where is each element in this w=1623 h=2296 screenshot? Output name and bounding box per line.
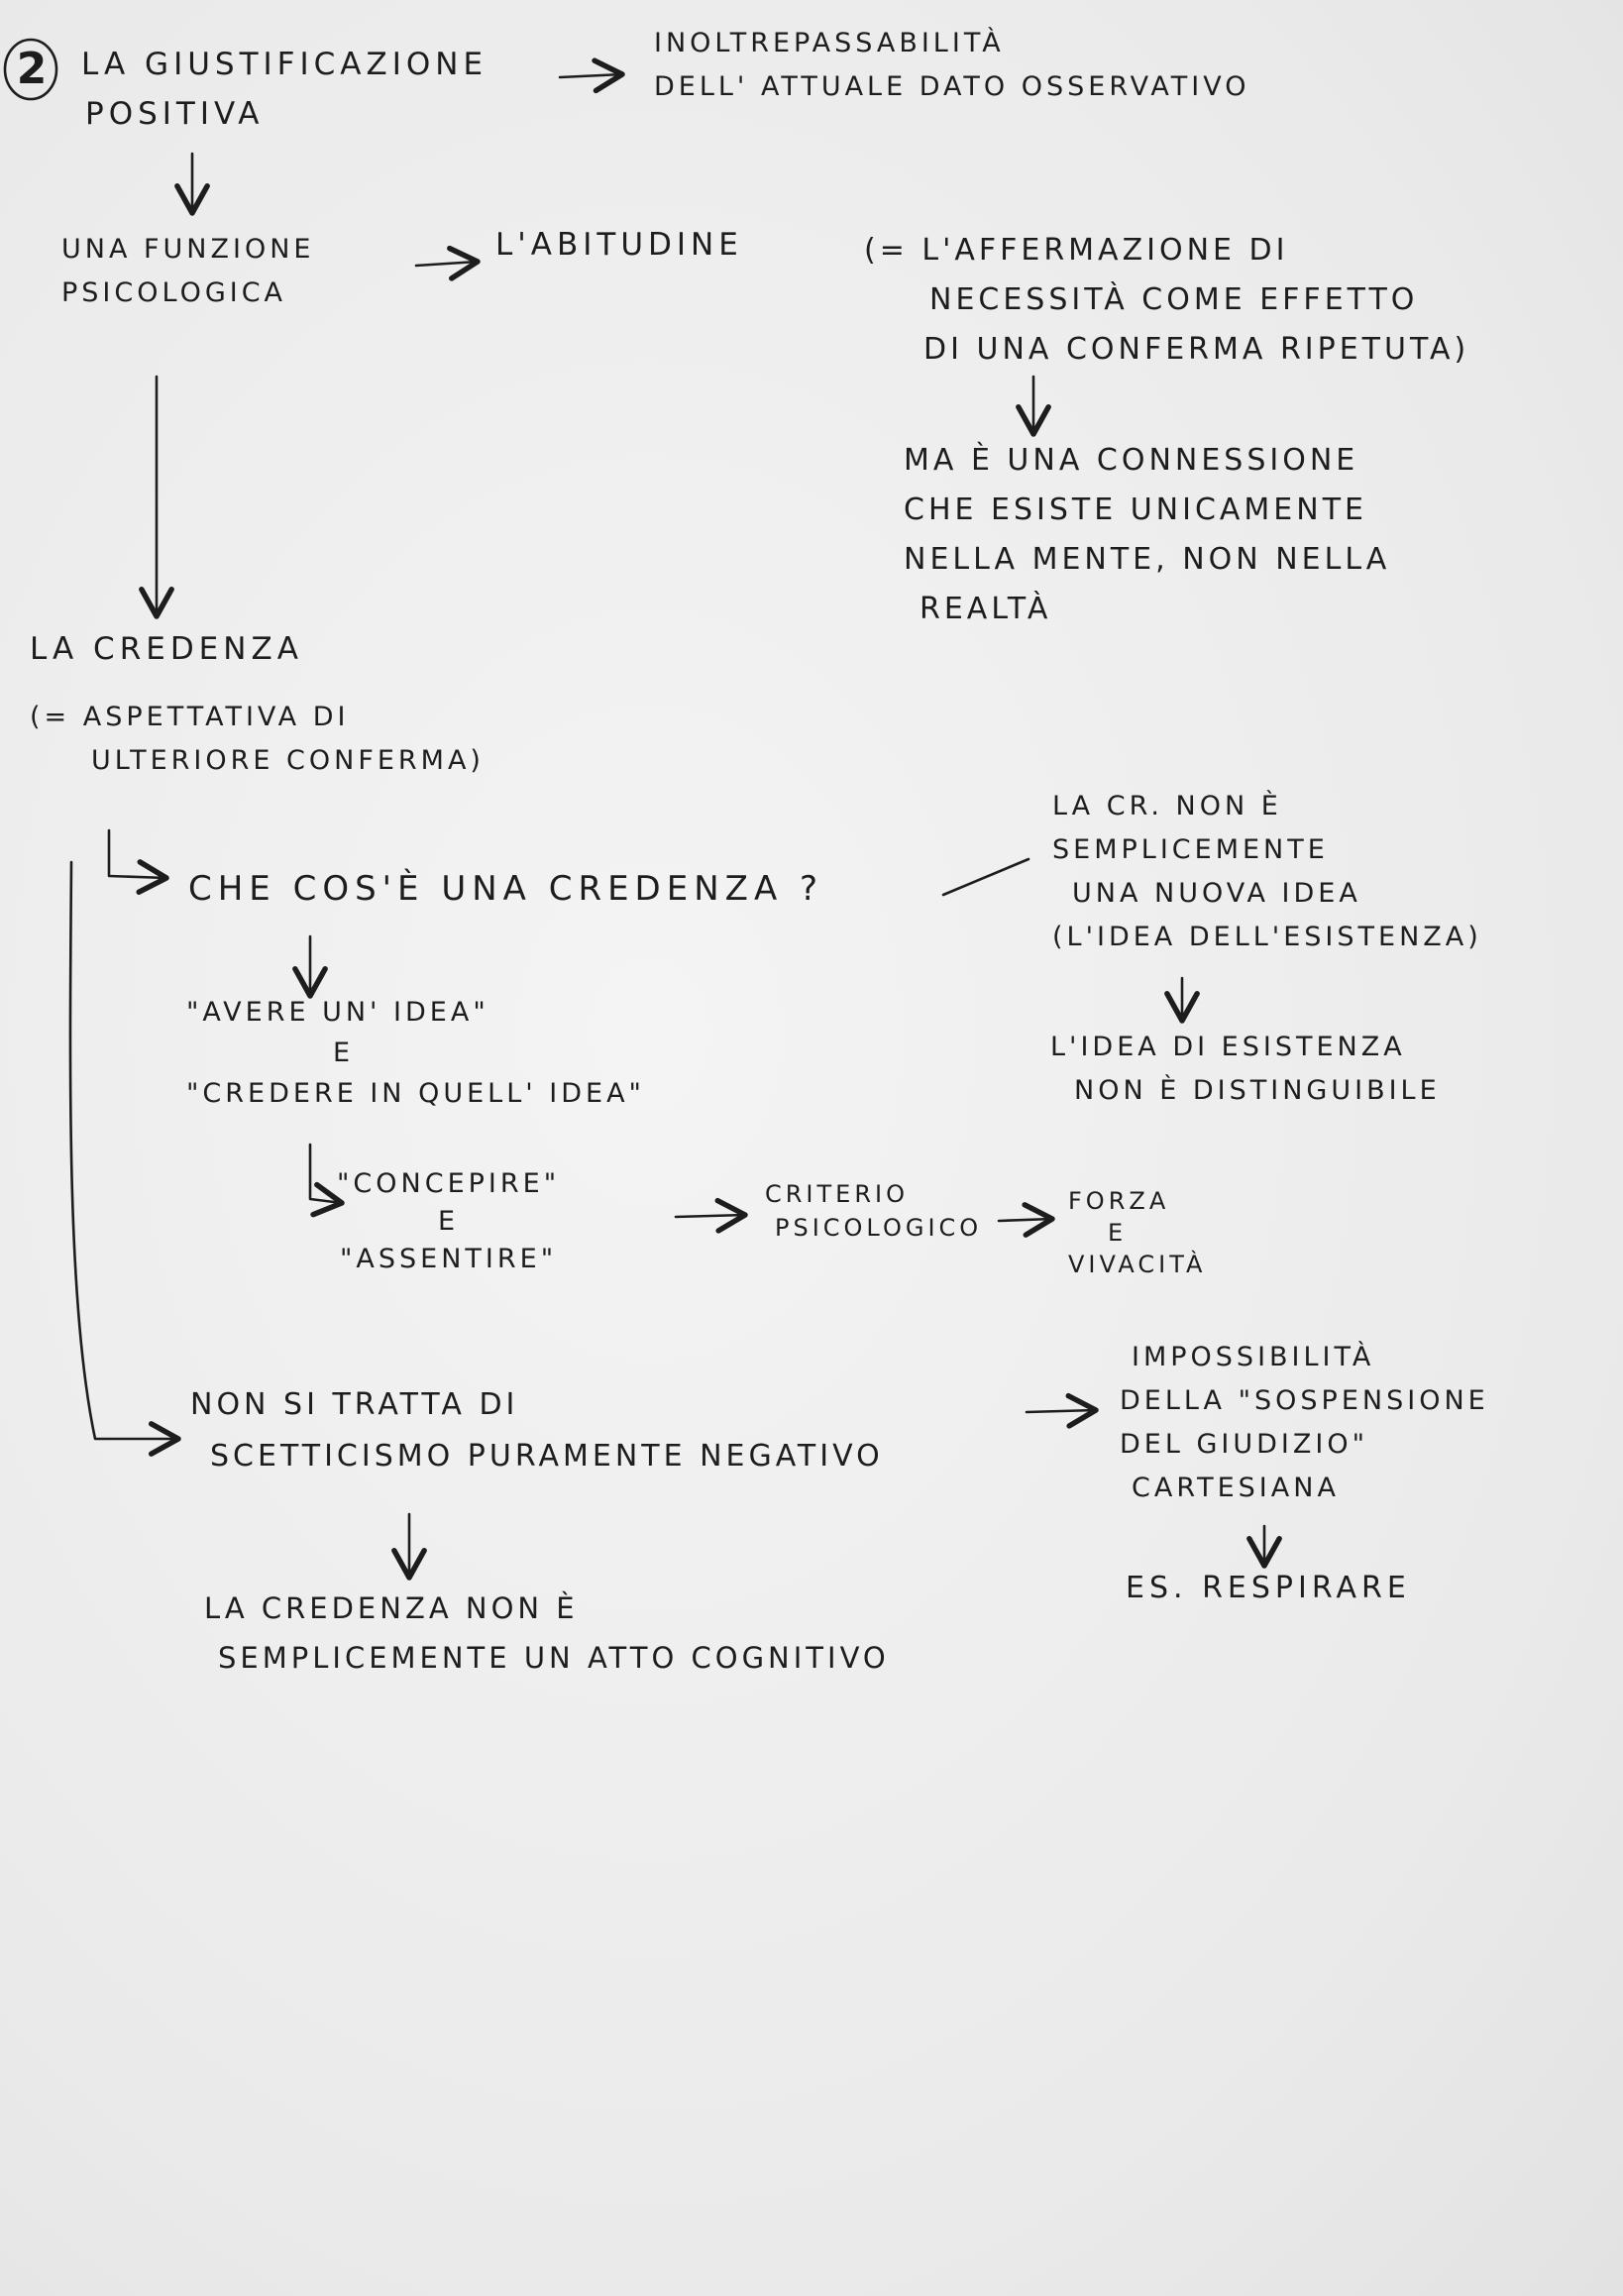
avere-line-2: E xyxy=(333,1038,355,1068)
abitudine-def-line-3: DI UNA CONFERMA RIPETUTA) xyxy=(923,332,1470,367)
connessione-line-2: CHE ESISTE UNICAMENTE xyxy=(904,492,1367,527)
node-concepire xyxy=(337,1165,560,1278)
node-idea-esistenza xyxy=(1050,1026,1441,1113)
impossibilita-line-4: CARTESIANA xyxy=(1132,1473,1340,1503)
arrow-scetticismo-to-impossibilita xyxy=(1027,1410,1096,1412)
title-line-1: LA GIUSTIFICAZIONE xyxy=(81,47,488,82)
scetticismo-line-2: SCETTICISMO PURAMENTE NEGATIVO xyxy=(210,1439,884,1474)
impossibilita-line-2: DELLA "SOSPENSIONE xyxy=(1120,1385,1489,1416)
credenza-def-line-2: ULTERIORE CONFERMA) xyxy=(91,745,485,776)
node-forza xyxy=(1068,1185,1206,1280)
arrow-funzione-to-abitudine xyxy=(416,262,478,266)
node-scetticismo xyxy=(190,1379,884,1482)
forza-line-1: FORZA xyxy=(1068,1187,1170,1215)
concepire-line-2: E xyxy=(438,1206,460,1237)
node-credenza-def xyxy=(30,696,485,783)
forza-line-3: VIVACITÀ xyxy=(1068,1251,1207,1278)
cr-non-line-3: UNA NUOVA IDEA xyxy=(1072,878,1361,909)
node-abitudine-def xyxy=(864,226,1469,375)
forza-line-2: E xyxy=(1108,1219,1128,1247)
node-cr-non xyxy=(1052,785,1482,959)
arrow-concepire-to-criterio xyxy=(676,1215,745,1217)
title-result-line-1: INOLTREPASSABILITÀ xyxy=(654,28,1005,58)
link-domanda-to-cr-non xyxy=(943,859,1028,895)
node-abitudine: L'ABITUDINE xyxy=(495,227,743,263)
arrow-criterio-to-forza xyxy=(999,1219,1052,1221)
funzione-line-2: PSICOLOGICA xyxy=(61,277,287,308)
impossibilita-line-1: IMPOSSIBILITÀ xyxy=(1132,1342,1375,1372)
scetticismo-line-1: NON SI TRATTA DI xyxy=(190,1387,519,1422)
abitudine-def-line-2: NECESSITÀ COME EFFETTO xyxy=(929,282,1419,317)
avere-line-3: "CREDERE IN QUELL' IDEA" xyxy=(186,1078,645,1109)
idea-esistenza-line-2: NON È DISTINGUIBILE xyxy=(1074,1075,1441,1106)
node-criterio xyxy=(765,1177,982,1245)
node-credenza-atto xyxy=(204,1584,890,1683)
connessione-line-3: NELLA MENTE, NON NELLA xyxy=(904,542,1391,577)
impossibilita-line-3: DEL GIUDIZIO" xyxy=(1120,1429,1369,1460)
criterio-line-1: CRITERIO xyxy=(765,1180,909,1208)
abitudine-def-line-1: (= L'AFFERMAZIONE DI xyxy=(864,233,1289,268)
concepire-line-3: "ASSENTIRE" xyxy=(340,1244,558,1274)
title-result-line-2: DELL' ATTUALE DATO OSSERVATIVO xyxy=(654,71,1250,102)
title-line-2: POSITIVA xyxy=(85,96,265,132)
node-domanda: CHE COS'È UNA CREDENZA ? xyxy=(188,869,824,909)
concepire-line-1: "CONCEPIRE" xyxy=(337,1168,561,1199)
criterio-line-2: PSICOLOGICO xyxy=(775,1214,983,1242)
connessione-line-1: MA È UNA CONNESSIONE xyxy=(904,443,1359,478)
section-number: 2 xyxy=(16,44,48,94)
cr-non-line-4: (L'IDEA DELL'ESISTENZA) xyxy=(1052,922,1482,952)
arrow-left-bracket xyxy=(70,862,178,1439)
cr-non-line-1: LA CR. NON È xyxy=(1052,791,1282,821)
node-title xyxy=(81,40,487,139)
node-credenza: LA CREDENZA xyxy=(30,631,303,667)
node-title-result xyxy=(654,22,1249,109)
node-es: ES. RESPIRARE xyxy=(1126,1571,1411,1605)
arrow-title-to-result xyxy=(560,74,622,77)
node-connessione xyxy=(904,436,1390,634)
funzione-line-1: UNA FUNZIONE xyxy=(61,234,315,265)
credenza-def-line-1: (= ASPETTATIVA DI xyxy=(30,702,350,732)
credenza-atto-line-1: LA CREDENZA NON È xyxy=(204,1591,579,1625)
node-avere xyxy=(186,991,645,1116)
arrow-credenza-to-domanda xyxy=(109,830,166,878)
connessione-line-4: REALTÀ xyxy=(920,592,1052,626)
idea-esistenza-line-1: L'IDEA DI ESISTENZA xyxy=(1050,1032,1406,1062)
credenza-atto-line-2: SEMPLICEMENTE UN ATTO COGNITIVO xyxy=(218,1641,890,1675)
avere-line-1: "AVERE UN' IDEA" xyxy=(186,997,489,1028)
cr-non-line-2: SEMPLICEMENTE xyxy=(1052,834,1329,865)
node-impossibilita xyxy=(1120,1336,1489,1510)
node-funzione xyxy=(61,228,314,315)
